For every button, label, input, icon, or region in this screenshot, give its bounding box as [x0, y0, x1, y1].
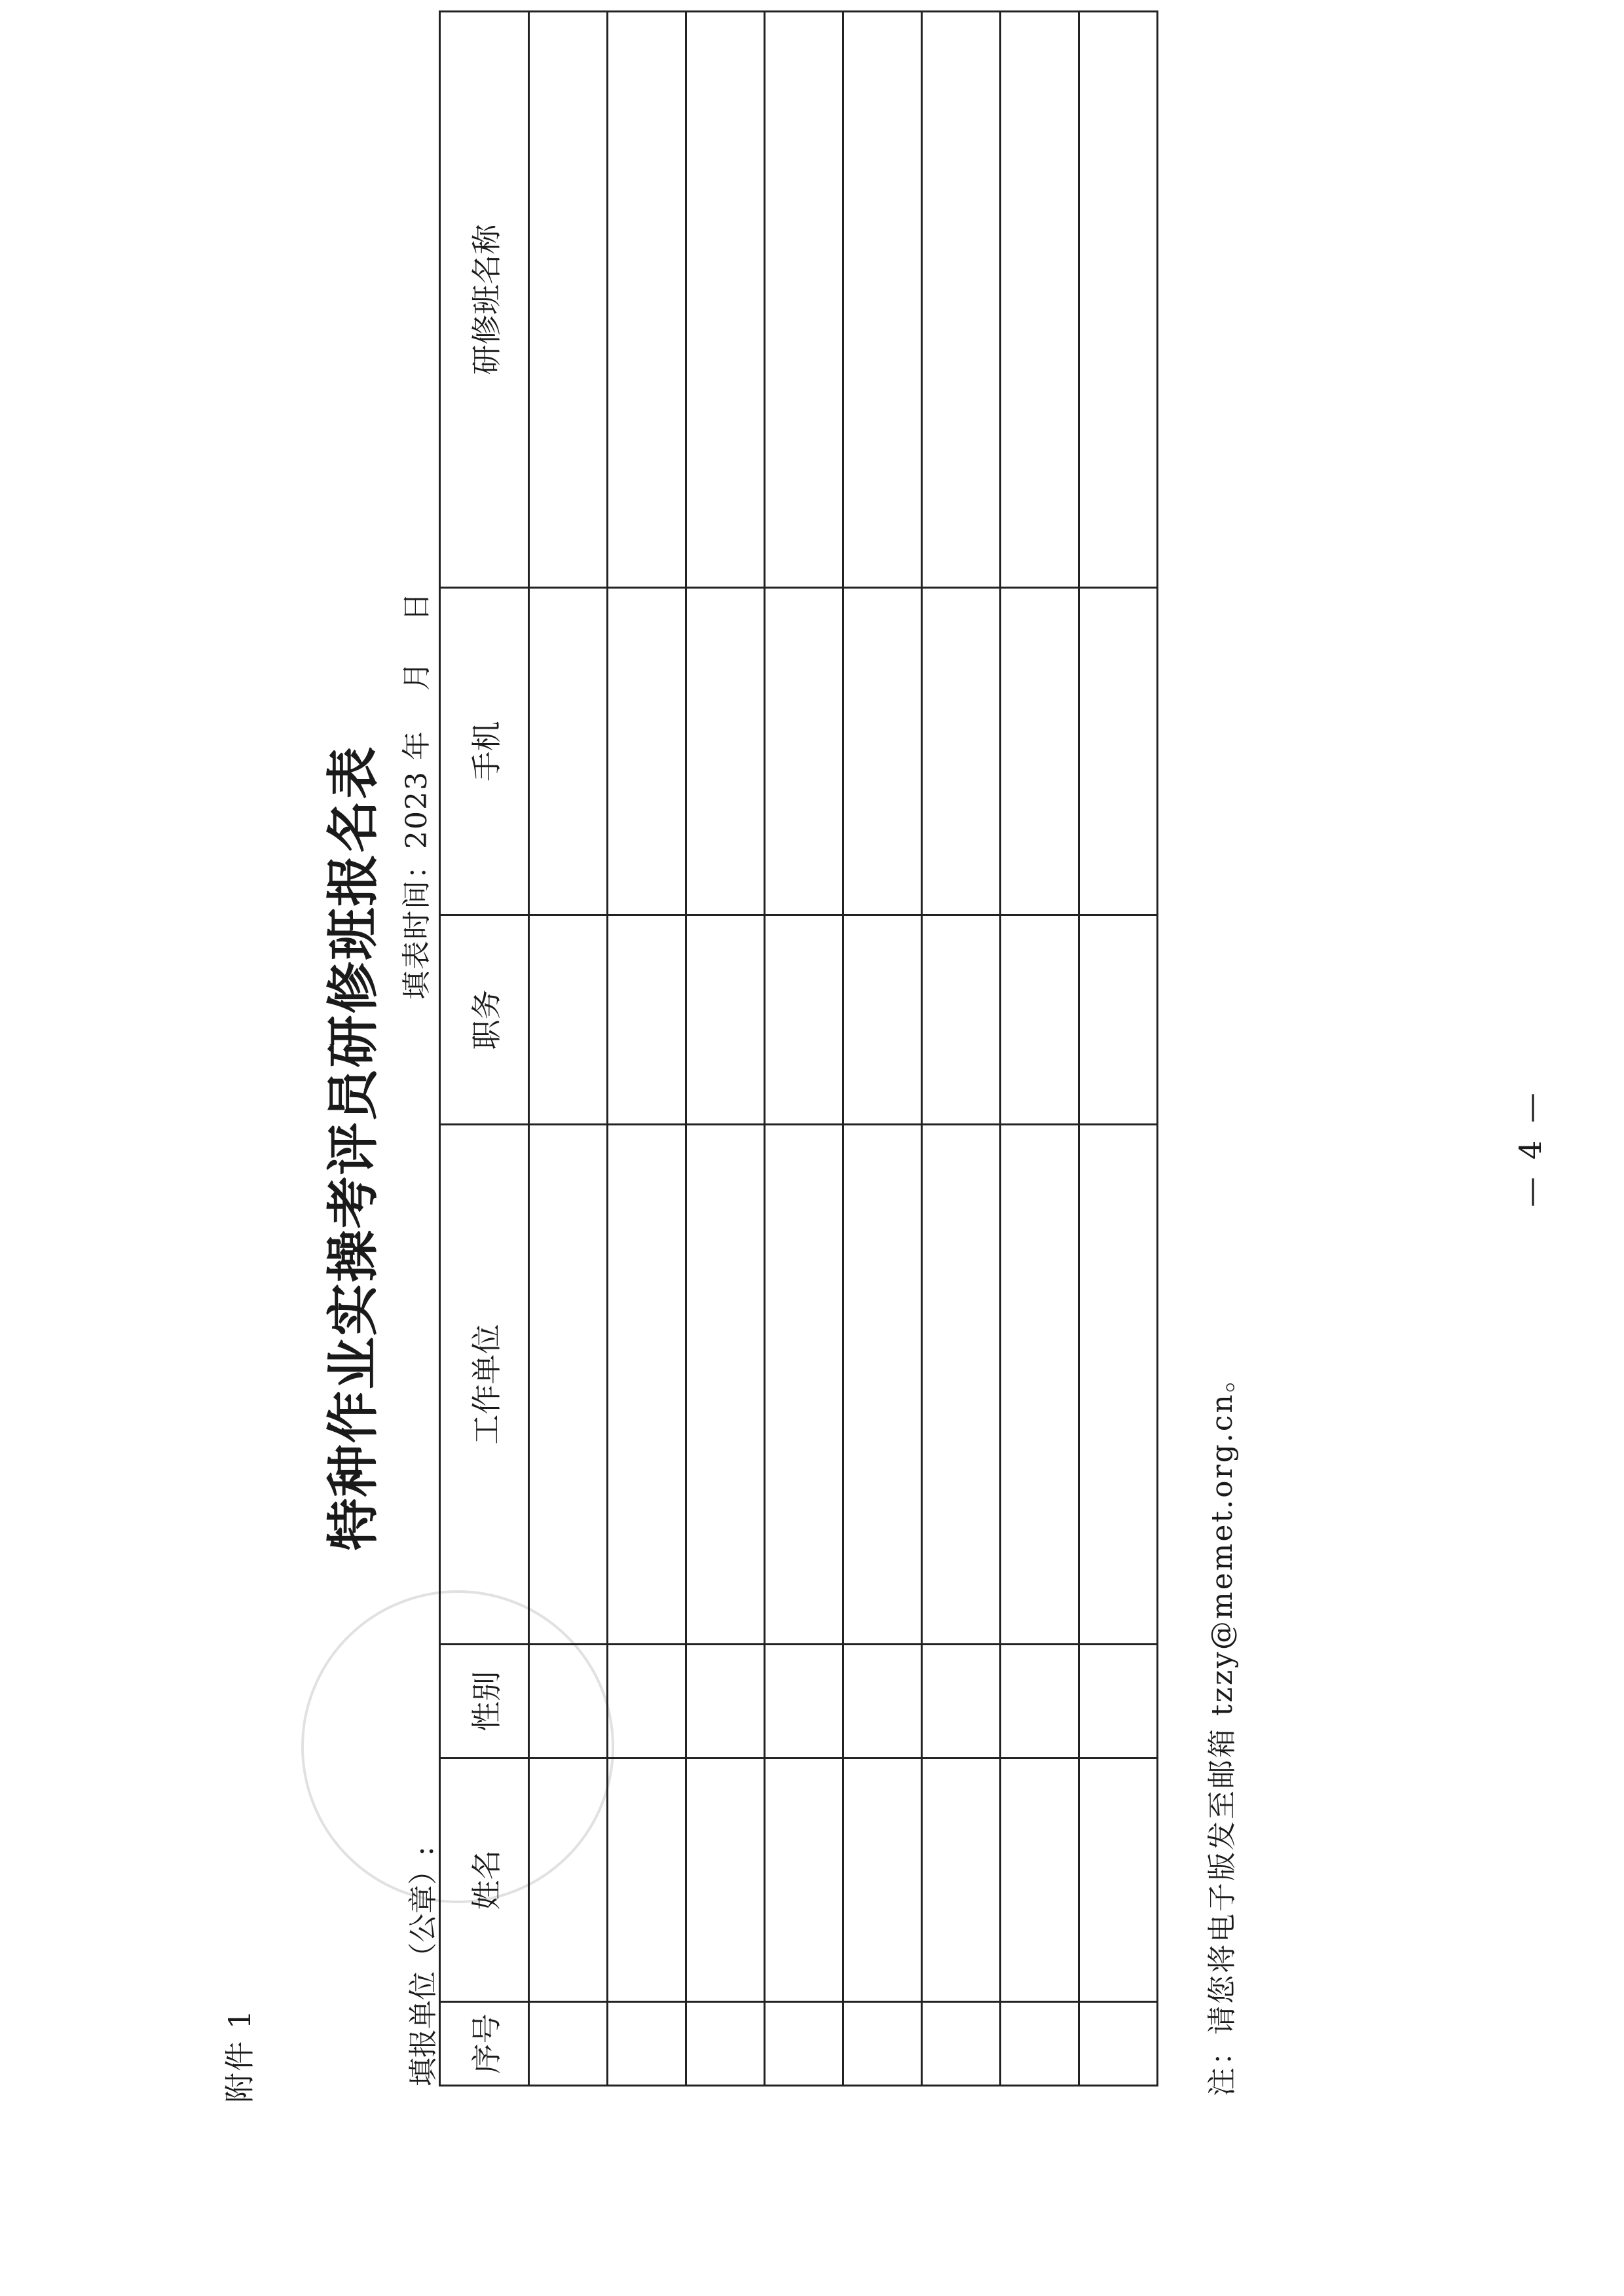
table-cell[interactable] [686, 915, 765, 1125]
header-position: 职务 [440, 915, 529, 1125]
table-cell[interactable] [608, 1645, 686, 1758]
table-row [529, 12, 608, 2086]
table-row [765, 12, 843, 2086]
page-number: — 4 — [1513, 1089, 1548, 1207]
table-header-row [440, 12, 529, 2086]
table-cell[interactable] [686, 12, 765, 588]
table-cell[interactable] [922, 1758, 1001, 2002]
filler-unit-label: 填报单位（公章）: [407, 1846, 440, 2086]
table-row [843, 12, 922, 2086]
table-cell[interactable] [529, 12, 608, 588]
table-cell[interactable] [1079, 588, 1158, 915]
submission-note: 注：请您将电子版发至邮箱 tzzy@memet.org.cn。 [1206, 1362, 1239, 2096]
attachment-label: 附件 1 [222, 2009, 257, 2103]
table-row [686, 12, 765, 2086]
table-cell[interactable] [1079, 1758, 1158, 2002]
fill-date [393, 591, 435, 1000]
header-course-name: 研修班名称 [440, 12, 529, 588]
table-cell[interactable] [843, 1758, 922, 2002]
header-gender: 性别 [440, 1645, 529, 1758]
table-cell[interactable] [1001, 1645, 1079, 1758]
table-cell[interactable] [843, 12, 922, 588]
table-cell[interactable] [765, 588, 843, 915]
table-cell[interactable] [1079, 1645, 1158, 1758]
table-cell[interactable] [922, 1645, 1001, 1758]
header-mobile: 手机 [440, 588, 529, 915]
table-row [1001, 12, 1079, 2086]
fill-date-year: 2023 年 [400, 730, 434, 849]
table-cell[interactable] [765, 12, 843, 588]
table-cell[interactable] [922, 588, 1001, 915]
table-cell[interactable] [529, 1125, 608, 1645]
table-row [608, 12, 686, 2086]
table-cell[interactable] [686, 1758, 765, 2002]
table-cell[interactable] [922, 915, 1001, 1125]
table-cell[interactable] [686, 2002, 765, 2086]
table-cell[interactable] [765, 915, 843, 1125]
table-row [1079, 12, 1158, 2086]
table-cell[interactable] [608, 1758, 686, 2002]
table-cell[interactable] [765, 1758, 843, 2002]
table-cell[interactable] [843, 915, 922, 1125]
table-body [529, 12, 1158, 2086]
fill-date-label: 填表时间： [400, 849, 434, 1000]
table-cell[interactable] [608, 2002, 686, 2086]
header-name: 姓名 [440, 1758, 529, 2002]
table-cell[interactable] [843, 1645, 922, 1758]
table-cell[interactable] [529, 1645, 608, 1758]
table-cell[interactable] [686, 588, 765, 915]
table-cell[interactable] [1001, 12, 1079, 588]
registration-table [439, 10, 1158, 2086]
table-cell[interactable] [686, 1125, 765, 1645]
table-cell[interactable] [608, 588, 686, 915]
table-cell[interactable] [765, 2002, 843, 2086]
table-cell[interactable] [922, 12, 1001, 588]
table-cell[interactable] [765, 1125, 843, 1645]
table-cell[interactable] [1001, 915, 1079, 1125]
table-cell[interactable] [529, 915, 608, 1125]
table-cell[interactable] [686, 1645, 765, 1758]
fill-date-day: 日 [400, 591, 434, 622]
table-cell[interactable] [922, 2002, 1001, 2086]
table-cell[interactable] [1001, 2002, 1079, 2086]
table-cell[interactable] [529, 1758, 608, 2002]
table-cell[interactable] [1079, 12, 1158, 588]
table-cell[interactable] [922, 1125, 1001, 1645]
table-cell[interactable] [608, 1125, 686, 1645]
table-row [922, 12, 1001, 2086]
table-cell[interactable] [529, 2002, 608, 2086]
table-cell[interactable] [765, 1645, 843, 1758]
table-cell[interactable] [1079, 2002, 1158, 2086]
table-cell[interactable] [1001, 1125, 1079, 1645]
table-cell[interactable] [843, 2002, 922, 2086]
table-cell[interactable] [843, 588, 922, 915]
form-title: 特种作业实操考评员研修班报名表 [323, 745, 384, 1551]
table-cell[interactable] [608, 915, 686, 1125]
table-cell[interactable] [1001, 588, 1079, 915]
table-cell[interactable] [1079, 1125, 1158, 1645]
header-work-unit: 工作单位 [440, 1125, 529, 1645]
table-cell[interactable] [1079, 915, 1158, 1125]
table-cell[interactable] [843, 1125, 922, 1645]
header-index: 序号 [440, 2002, 529, 2086]
table-cell[interactable] [529, 588, 608, 915]
table-cell[interactable] [1001, 1758, 1079, 2002]
table-cell[interactable] [608, 12, 686, 588]
fill-date-month: 月 [400, 661, 434, 691]
